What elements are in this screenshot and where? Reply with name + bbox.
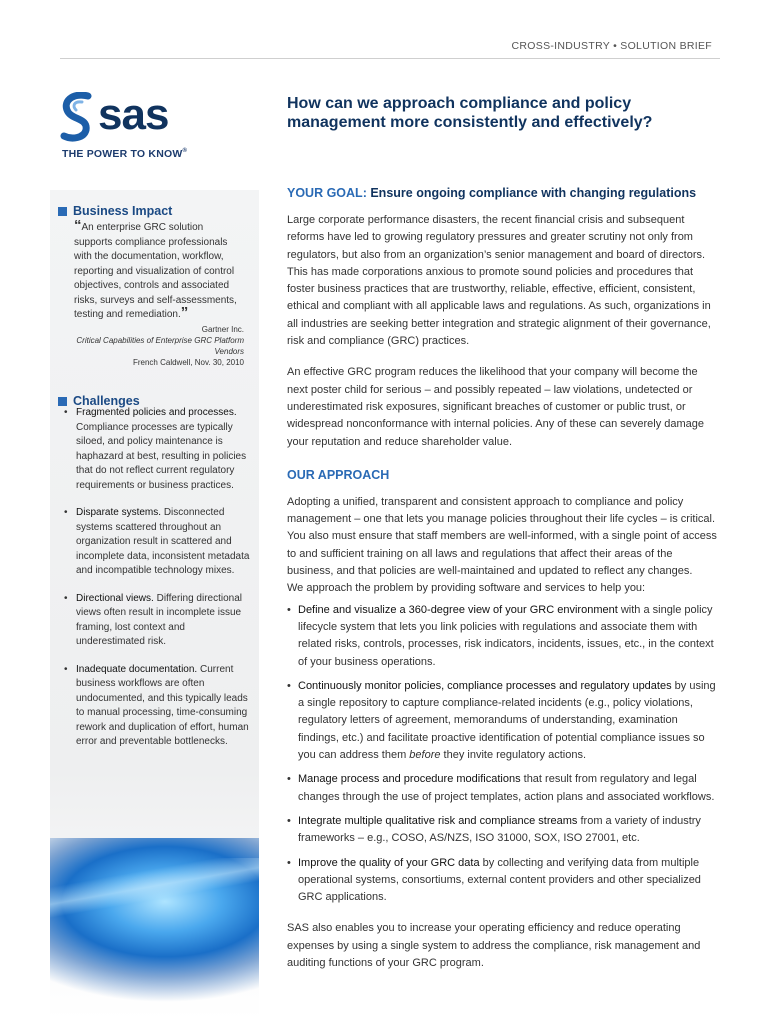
logo-tagline: THE POWER TO KNOW® — [62, 148, 188, 160]
challenges-list — [62, 406, 250, 763]
list-item: • Inadequate documentation. Current business workflows are often undocumented, and this typically leads to manual processing, time-consuming rework and duplication of effort, human error and preventable bottlenecks. — [64, 663, 249, 747]
list-item: • Continuously monitor policies, compliance processes and regulatory updates by using a single repository to capture compliance-related incidents (e.g., policy violations, regulatory letters of agreement, memorandums of understanding, examination findings, etc.) and facilitate proactive identification of potential compliance issues so you can address them before they invite regulatory actions. — [287, 679, 716, 762]
list-item: • Improve the quality of your GRC data by collecting and verifying data from multiple operational systems, consortiums, external content providers and other specialized GRC applications. — [287, 856, 701, 904]
list-item: • Define and visualize a 360-degree view of your GRC environment with a single policy lifecycle system that lets you link policies with regulations and associate them with related risks, controls, processes, risk indicators, incidents, issues, etc., in the context of your business operations. — [287, 603, 714, 668]
logo-wordmark: sas — [98, 90, 169, 139]
closing-paragraph: SAS also enables you to increase your operating efficiency and reduce operating expenses by using a single system to address the compliance, risk management and auditing functions of your GRC program. — [287, 922, 701, 969]
list-item: • Disparate systems. Disconnected systems scattered throughout an organization result in scattered and incomplete data, inconsistent metadata and incompatible technology mixes. — [64, 507, 250, 576]
square-bullet-icon — [58, 397, 67, 406]
goal-paragraph-1: Large corporate performance disasters, the recent financial crisis and subsequent reforms have led to growing regulatory pressures and greater scrutiny not only from regulators, but also from an organization’s senior management and board of directors. This has made corporations anxious to promote sound policies and procedures that foster business practices that are trustworthy, reliable, effective, efficient, consistent, ethical and compliant with all applicable laws and regulations. As such, organizations in all industries are seeking better integration and strategic alignment of their governance, risk and compliance (GRC) practices. — [287, 214, 711, 348]
goal-heading: YOUR GOAL: Ensure ongoing compliance with changing regulations — [287, 186, 697, 200]
business-impact-heading: Business Impact — [58, 204, 172, 218]
decorative-blue-image — [50, 838, 259, 1020]
square-bullet-icon — [58, 207, 67, 216]
approach-bullet-list — [287, 602, 719, 907]
list-item: • Fragmented policies and processes. Compliance processes are typically siloed, and policy maintenance is haphazard at best, resulting in policies that do not reflect current regulatory requirements or business practices. — [64, 407, 247, 491]
approach-paragraph-1: Adopting a unified, transparent and consistent approach to compliance and policy management – one that lets you manage policies throughout their life cycles – is critical. You also must ensure that staff members are well-informed, with a single point of access to and sufficient training on all laws and regulations that affect their areas of the business, and that policies are well-maintained and updated to reflect any changes. — [287, 495, 717, 578]
header-divider — [60, 58, 720, 59]
sas-swirl-icon — [58, 92, 98, 144]
attribution-name: Gartner Inc. — [201, 325, 244, 334]
document-type-label: CROSS-INDUSTRY • SOLUTION BRIEF — [511, 40, 712, 52]
attribution-source: Critical Capabilities of Enterprise GRC Platform Vendors — [76, 336, 244, 356]
list-item: • Integrate multiple qualitative risk and compliance streams from a variety of industry frameworks – e.g., COSO, AS/NZS, ISO 31000, SOX, ISO 27001, etc. — [287, 814, 701, 845]
approach-paragraph-2: We approach the problem by providing software and services to help you: — [287, 582, 646, 595]
approach-heading: OUR APPROACH — [287, 467, 390, 482]
quote-attribution — [74, 324, 244, 368]
challenges-heading: Challenges — [58, 394, 140, 408]
goal-paragraph-2: An effective GRC program reduces the likelihood that your company will become the next poster child for serious – and possibly repeated – law violations, undetected or underestimated risk exposures, significant breaches of customer or public trust, or widespread nonconformance with internal policies. Any of these can severely damage your reputation and reduce shareholder value. — [287, 366, 705, 448]
page-header — [0, 0, 770, 62]
list-item: • Manage process and procedure modifications that result from regulatory and legal changes through the use of project templates, action plans and associated workflows. — [287, 773, 715, 803]
main-content — [287, 186, 719, 986]
business-impact-quote: “An enterprise GRC solution supports compliance professionals with the documentation, workflow, reporting and visualization of control objectives, controls and associated risks, surveys and self-assessments, testing and remediation.” — [74, 217, 237, 321]
list-item: • Directional views. Differing directional views often result in incomplete issue framing, lost context and underestimated risk. — [64, 592, 243, 647]
attribution-date: French Caldwell, Nov. 30, 2010 — [132, 358, 244, 367]
page-title: How can we approach compliance and policy management more consistently and effectively? — [287, 95, 653, 131]
sas-logo — [58, 92, 258, 170]
